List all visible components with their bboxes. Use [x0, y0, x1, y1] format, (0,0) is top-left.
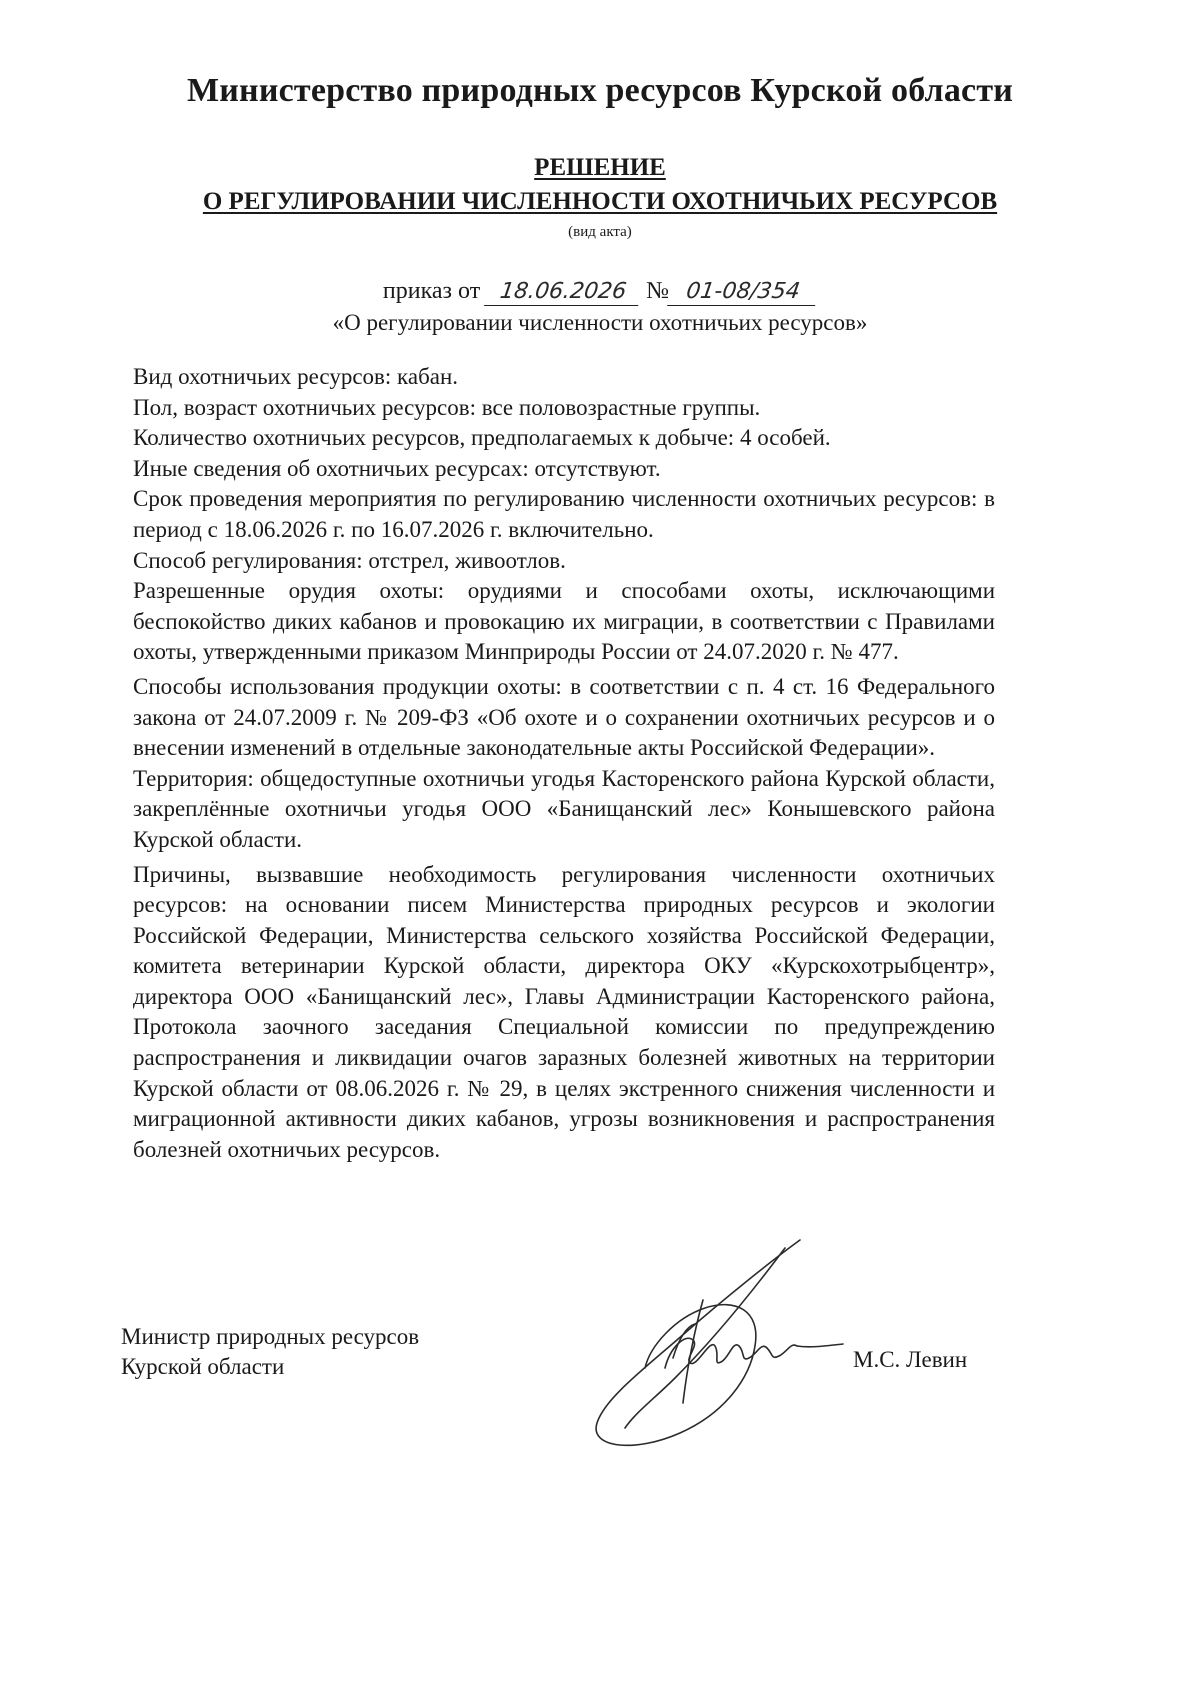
paragraph-territory: Территория: общедоступные охотничьи угодья Касторенского района Курской области, закреплённые охотничьи угодья ООО «Банищанский лес» Конышевского района Курской области. — [133, 765, 995, 852]
signer-position — [121, 1322, 419, 1382]
paragraph-product-use: Способы использования продукции охоты: в соответствии с п. 4 ст. 16 Федерального закона от 24.07.2009 г. № 209-ФЗ «Об охоте и о сохранении охотничьих ресурсов и о внесении изменений в отдельные законодательные акты Российской Федерации». — [133, 673, 995, 761]
order-prefix: приказ от — [382, 278, 481, 304]
paragraph-quantity: Количество охотничьих ресурсов, предполагаемых к добыче: 4 особей. — [133, 425, 831, 451]
paragraph-permitted-tools: Разрешенные орудия охоты: орудиями и способами охоты, исключающими беспокойство диких кабанов и провокацию их миграции, в соответствии с Правилами охоты, утвержденными приказом Минприроды России от 24.07.2020 г. № 477. — [133, 578, 995, 665]
act-kind-caption: (вид акта) — [568, 224, 632, 240]
order-title: «О регулировании численности охотничьих ресурсов» — [332, 310, 868, 335]
order-number-handwritten: 01-08/354 — [667, 279, 819, 306]
decision-subject: О РЕГУЛИРОВАНИИ ЧИСЛЕННОСТИ ОХОТНИЧЬИХ РЕСУРСОВ — [202, 188, 998, 215]
order-number-sign: № — [646, 278, 670, 304]
paragraph-species: Вид охотничьих ресурсов: кабан. — [133, 364, 459, 389]
order-date-handwritten: 18.06.2026 — [484, 279, 642, 306]
decision-label: РЕШЕНИЕ — [534, 154, 666, 181]
paragraph-other-info: Иные сведения об охотничьих ресурсах: отсутствуют. — [133, 455, 661, 481]
signer-position-line1: Министр природных ресурсов — [121, 1324, 420, 1349]
paragraph-sex-age: Пол, возраст охотничьих ресурсов: все половозрастные группы. — [133, 394, 761, 420]
paragraph-period: Срок проведения мероприятия по регулированию численности охотничьих ресурсов: в период с 18.06.2026 г. по 16.07.2026 г. включительно. — [133, 486, 995, 542]
paragraph-reasons: Причины, вызвавшие необходимость регулирования численности охотничьих ресурсов: на основании писем Министерства природных ресурсов и экологии Российской Федерации, Министерства сельского хозяйства Российской Федерации, комитета ветеринарии Курской области, директора ОКУ «Курскохотрыбцентр», директора ООО «Банищанский лес», Главы Администрации Касторенского района, Протокола заочного заседания Специальной комиссии по предупреждению распространения и ликвидации очагов заразных болезней животных на территории Курской области от 08.06.2026 г. № 29, в целях экстренного снижения численности и миграционной активности диких кабанов, угрозы возникновения и распространения болезней охотничьих ресурсов. — [133, 861, 995, 1162]
signer-position-line2: Курской области — [121, 1354, 285, 1379]
signer-name: М.С. Левин — [853, 1347, 968, 1372]
order-line — [0, 278, 1200, 306]
decision-body — [133, 362, 995, 1165]
handwritten-signature-icon — [575, 1228, 845, 1458]
paragraph-method: Способ регулирования: отстрел, живоотлов. — [133, 547, 566, 573]
ministry-title: Министерство природных ресурсов Курской области — [186, 72, 1014, 109]
